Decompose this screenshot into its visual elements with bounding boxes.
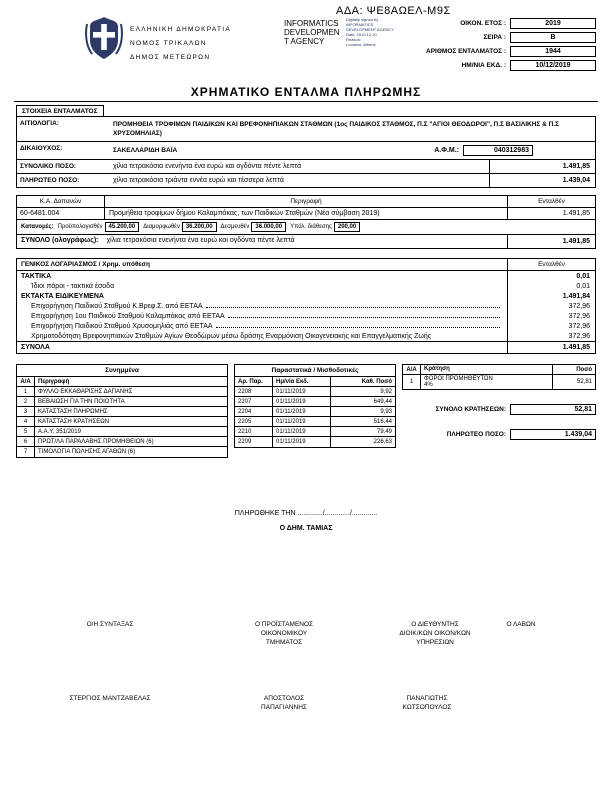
expense-code: 60-6481.004 [17, 208, 105, 219]
page-title: ΧΡΗΜΑΤΙΚΟ ΕΝΤΑΛΜΑ ΠΛΗΡΩΜΗΣ [190, 85, 422, 99]
invoice-row: 2207 01/11/2019 649,44 [235, 397, 395, 407]
deductions-section [402, 364, 596, 440]
deduction-amount: 52,81 [576, 379, 592, 385]
org-line-republic: ΕΛΛΗΝΙΚΗ ΔΗΜΟΚΡΑΤΙΑ [130, 26, 232, 33]
attachment-row: 2 ΒΕΒΑΙΩΣΗ ΓΙΑ ΤΗΝ ΠΟΙΟΤΗΤΑ [17, 397, 227, 407]
justification-row [17, 117, 595, 142]
expense-desc-header: Περιγραφή [290, 198, 322, 205]
greek-coat-of-arms-icon [84, 16, 124, 60]
issue-date-value: 10/12/2019 [510, 60, 596, 71]
committed-label: Δεσμευθέν [220, 224, 250, 230]
signature-title-recipient: Ο ΛΑΒΩΝ [506, 621, 536, 628]
beneficiary-label: ΔΙΚΑΙΟΥΧΟΣ: [20, 145, 63, 152]
allocations-row [17, 220, 595, 235]
deduction-amount-header: Ποσό [576, 366, 592, 373]
fiscal-year-value: 2019 [510, 18, 596, 29]
adjusted-value: 36.200,00 [182, 222, 217, 232]
dotted-leader [206, 307, 500, 308]
deductions-header-row [403, 365, 595, 375]
main-content [16, 105, 596, 532]
signature-title-director: Ο ΔΙΕΥΘΥΝΤΗΣ ΔΙΟΙΚ/ΚΩΝ ΟΙΚΟΝ/ΚΩΝ ΥΠΗΡΕΣΙΩΝ [399, 621, 471, 646]
total-amount-value: 1.491,85 [489, 160, 595, 173]
attachment-row: 6 ΠΡΩΤ/ΛΑ ΠΑΡΑΛΑΒΗΣ ΠΡΟΜΗΘΕΙΩΝ (6) [17, 437, 227, 447]
treasurer-title: Ο ΔΗΜ. ΤΑΜΙΑΣ [279, 525, 333, 532]
ledger-row-own-resources: Ίδιοι πόροι - τακτικά έσοδα 0,01 [17, 281, 595, 291]
fiscal-year-row [412, 18, 596, 29]
attachment-row: 7 ΤΙΜΟΛΟΓΙΑ ΠΩΛΗΣΗΣ ΑΓΑΘΩΝ (6) [17, 447, 227, 457]
deduction-rate: 4% [424, 382, 433, 388]
bottom-tables [16, 364, 596, 458]
invoice-row: 2205 01/11/2019 516,44 [235, 417, 395, 427]
deduction-row: 1 ΦΟΡΟΙ ΠΡΟΜΗΘΕΥΤΩΝ 4% 52,81 [403, 375, 595, 389]
committed-value: 36.000,00 [251, 222, 286, 232]
digital-signature-agency-name: INFORMATICS DEVELOPMEN T AGENCY [284, 19, 340, 46]
invoice-row: 2204 01/11/2019 9,93 [235, 407, 395, 417]
total-amount-words: χίλια τετρακόσια ενενήντα ένα ευρώ και ογδόντα πέντε λεπτά [113, 163, 302, 170]
org-line-municipality: ΔΗΜΟΣ ΜΕΤΕΩΡΩΝ [130, 54, 211, 61]
expense-table [16, 195, 596, 249]
title-divider [14, 101, 598, 102]
warrant-details-table [16, 116, 596, 188]
signer-name-director: ΠΑΝΑΓΙΩΤΗΣ ΚΩΤΣΟΠΟΥΛΟΣ [402, 695, 452, 711]
budgeted-value: 45.200,00 [105, 222, 140, 232]
deduction-num-header: Α/Α [403, 365, 421, 374]
fiscal-year-label: ΟΙΚΟΝ. ΕΤΟΣ : [460, 20, 506, 27]
remaining-label: Υπόλ. διάθεσης [290, 224, 332, 230]
remaining-pair [290, 222, 360, 232]
expense-data-row [17, 208, 595, 220]
invoice-row: 2209 01/11/2019 226,63 [235, 437, 395, 447]
attachments-num-header: Α/Α [17, 377, 35, 386]
ada-code: ΑΔΑ: ΨΕ8ΑΩΕΛ-Μ9Σ [336, 5, 451, 17]
attachments-header-row [17, 377, 227, 387]
payable-amount-row [17, 174, 595, 187]
warrant-info-table [412, 18, 596, 74]
ledger-total-row: ΣΥΝΟΛΑ 1.491,85 [17, 341, 595, 353]
ledger-row-earmarked: ΕΚΤΑΚΤΑ ΕΙΔΙΚΕΥΜΕΝΑ 1.491,84 [17, 291, 595, 301]
ledger-row-funding: Χρηματοδότηση Βρεφονηπιακών Σταθμών Αγίων Θεοδώρων μέσω δράσης Εναρμόνιση Οικογενειακής και Επαγγελματικής Ζωής 372,96 [17, 331, 595, 341]
series-row [412, 32, 596, 43]
attachments-title: Συνημμένα [17, 365, 227, 377]
justification-label: ΑΙΤΙΟΛΟΓΙΑ: [20, 120, 59, 127]
beneficiary-row [17, 142, 595, 160]
attachment-row: 5 Α.Α.Υ. 351/2019 [17, 427, 227, 437]
invoices-header-row [235, 377, 395, 387]
issue-date-row [412, 60, 596, 71]
warrant-number-label: ΑΡΙΘΜΟΣ ΕΝΤΑΛΜΑΤΟΣ : [426, 48, 506, 55]
digital-signature-details: Digitally signed by INFORMATICS DEVELOPMENT AGENCY Date: 2019.12.10 Reason: Location: Athens [346, 17, 394, 47]
expense-total-label: ΣΥΝΟΛΟ (ολογράφως): [21, 237, 99, 244]
payable-amount-label: ΠΛΗΡΩΤΕΟ ΠΟΣΟ: [20, 177, 80, 184]
dotted-leader [216, 327, 500, 328]
ledger-header-left: ΓΕΝΙΚΟΣ ΛΟΓΑΡΙΑΣΜΟΣ / Χρημ. υπόθεση [21, 261, 150, 268]
budgeted-pair [58, 222, 140, 232]
invoice-amount-header: Καθ. Ποσό [361, 378, 392, 385]
deductions-total-label: ΣΥΝΟΛΟ ΚΡΑΤΗΣΕΩΝ: [435, 406, 506, 413]
invoice-row: 2208 01/11/2019 9,92 [235, 387, 395, 397]
invoices-title: Παραστατικά / Μισθοδοτικές [235, 365, 395, 377]
tax-id-label: Α.Φ.Μ.: [434, 147, 459, 154]
series-value: Β [510, 32, 596, 43]
expense-code-header: Κ.Α. Δαπανών [17, 196, 105, 207]
dotted-leader [228, 317, 500, 318]
ledger-row-grant-1: Επιχορήγηση Παιδικού Σταθμού Κ.Βρεφ.Σ. από ΕΕΤΑΑ 372,96 [17, 301, 595, 311]
net-payable-value: 1.439,04 [510, 429, 596, 440]
invoice-num-header: Αρ. Παρ. [235, 377, 273, 386]
org-line-prefecture: ΝΟΜΟΣ ΤΡΙΚΑΛΩΝ [130, 40, 207, 47]
committed-pair [221, 222, 287, 232]
total-amount-row [17, 160, 595, 174]
warrant-details-section-title: ΣΤΟΙΧΕΙΑ ΕΝΤΑΛΜΑΤΟΣ [16, 105, 104, 116]
adjusted-label: Διαμορφωθέν [143, 224, 180, 230]
expense-total-amount: 1.491,85 [507, 235, 595, 248]
beneficiary-name: ΣΑΚΕΛΛΑΡΙΔΗ ΒΑΪΑ [113, 147, 178, 154]
expense-description: Προμήθεια τροφίμων δήμου Καλαμπάκας, των Παιδικών Σταθμών (Νέα σύμβαση 2019) [109, 210, 380, 217]
deductions-table [402, 364, 596, 390]
attachments-table [16, 364, 228, 458]
issuing-authority [130, 23, 231, 65]
invoices-table [234, 364, 396, 448]
paid-date-line: ΠΛΗΡΩΘΗΚΕ ΤΗΝ ............./............./............. [234, 510, 378, 517]
ledger-header-row [17, 259, 595, 271]
invoice-row: 2210 01/11/2019 79,49 [235, 427, 395, 437]
allocations-label: Κατανομές: [21, 224, 54, 230]
expense-header-row [17, 196, 595, 208]
tax-id-group [434, 145, 533, 156]
attachment-row: 4 ΚΑΤΑΣΤΑΣΗ ΚΡΑΤΗΣΕΩΝ [17, 417, 227, 427]
attachments-desc-header: Περιγραφή [38, 378, 70, 385]
warrant-number-value: 1944 [510, 46, 596, 57]
deductions-total-value: 52,81 [510, 404, 596, 415]
ledger-row-grant-3: Επιχορήγηση Παιδικού Σταθμού Χρυσομηλιάς από ΕΕΤΑΑ 372,96 [17, 321, 595, 331]
total-amount-label: ΣΥΝΟΛΙΚΟ ΠΟΣΟ: [20, 163, 77, 170]
warrant-number-row [412, 46, 596, 57]
expense-amount: 1.491,85 [507, 208, 595, 219]
ledger-row-grant-2: Επιχορήγηση 1ου Παιδικού Σταθμού Καλαμπάκας από ΕΕΤΑΑ 372,96 [17, 311, 595, 321]
expense-total-words: χίλια τετρακόσια ενενήντα ένα ευρώ και ογδόντα πέντε λεπτά [106, 237, 295, 244]
adjusted-pair [143, 222, 216, 232]
series-label: ΣΕΙΡΑ : [483, 34, 506, 41]
attachment-row: 1 ΦΥΛΛΟ ΕΚΚΑΘΑΡΙΣΗΣ ΔΑΠΑΝΗΣ [17, 387, 227, 397]
justification-value: ΠΡΟΜΗΘΕΙΑ ΤΡΟΦΙΜΩΝ ΠΑΙΔΙΚΩΝ ΚΑΙ ΒΡΕΦΟΝΗΠΙΑΚΩΝ ΣΤΑΘΜΩΝ (1ος ΠΑΙΔΙΚΟΣ ΣΤΑΘΜΟΣ, Π.Σ "ΑΓΙΟΙ ΘΕΟΔΩΡΟΙ", Π.Σ ΒΑΣΙΛΙΚΗΣ & Π.Σ ΧΡΥΣΟΜΗΛΙΑΣ) [113, 121, 559, 137]
signer-name-finance-head: ΑΠΟΣΤΟΛΟΣ ΠΑΠΑΓΙΑΝΝΗΣ [261, 695, 307, 711]
attachment-row: 3 ΚΑΤΑΣΤΑΣΗ ΠΛΗΡΩΜΗΣ [17, 407, 227, 417]
remaining-value: 200,00 [334, 222, 360, 232]
issue-date-label: ΗΜ/ΝΙΑ ΕΚΔ. : [461, 62, 506, 69]
signer-name-author: ΣΤΕΡΓΙΟΣ ΜΑΝΤΖΑΒΕΛΑΣ [69, 695, 151, 702]
ledger-header-right: Ενταλθέν [507, 259, 595, 270]
expense-amount-header: Ενταλθέν [507, 196, 595, 207]
payable-amount-words: χίλια τετρακόσια τριάντα εννέα ευρώ και τέσσερα λεπτά [113, 177, 284, 184]
expense-total-row [17, 235, 595, 248]
budgeted-label: Προϋπολογισθέν [57, 224, 103, 230]
signature-title-author: Ο/Η ΣΥΝΤΑΞΑΣ [86, 621, 134, 628]
deduction-name-header: Κράτηση [421, 365, 553, 374]
ledger-row-regular: ΤΑΚΤΙΚΑ 0,01 [17, 271, 595, 281]
payable-amount-value: 1.439,04 [489, 174, 595, 187]
signature-title-finance-head: Ο ΠΡΟΪΣΤΑΜΕΝΟΣ ΟΙΚΟΝΟΜΙΚΟΥ ΤΜΗΜΑΤΟΣ [254, 621, 314, 646]
tax-id-value: 040312983 [463, 145, 533, 156]
deduction-name: ΦΟΡΟΙ ΠΡΟΜΗΘΕΥΤΩΝ [424, 376, 493, 382]
net-payable-row [402, 429, 596, 440]
deductions-total-row [402, 404, 596, 415]
general-ledger-table [16, 258, 596, 354]
invoice-date-header: Ημ/νία Εκδ. [273, 377, 331, 386]
net-payable-label: ΠΛΗΡΩΤΕΟ ΠΟΣΟ: [446, 431, 506, 438]
